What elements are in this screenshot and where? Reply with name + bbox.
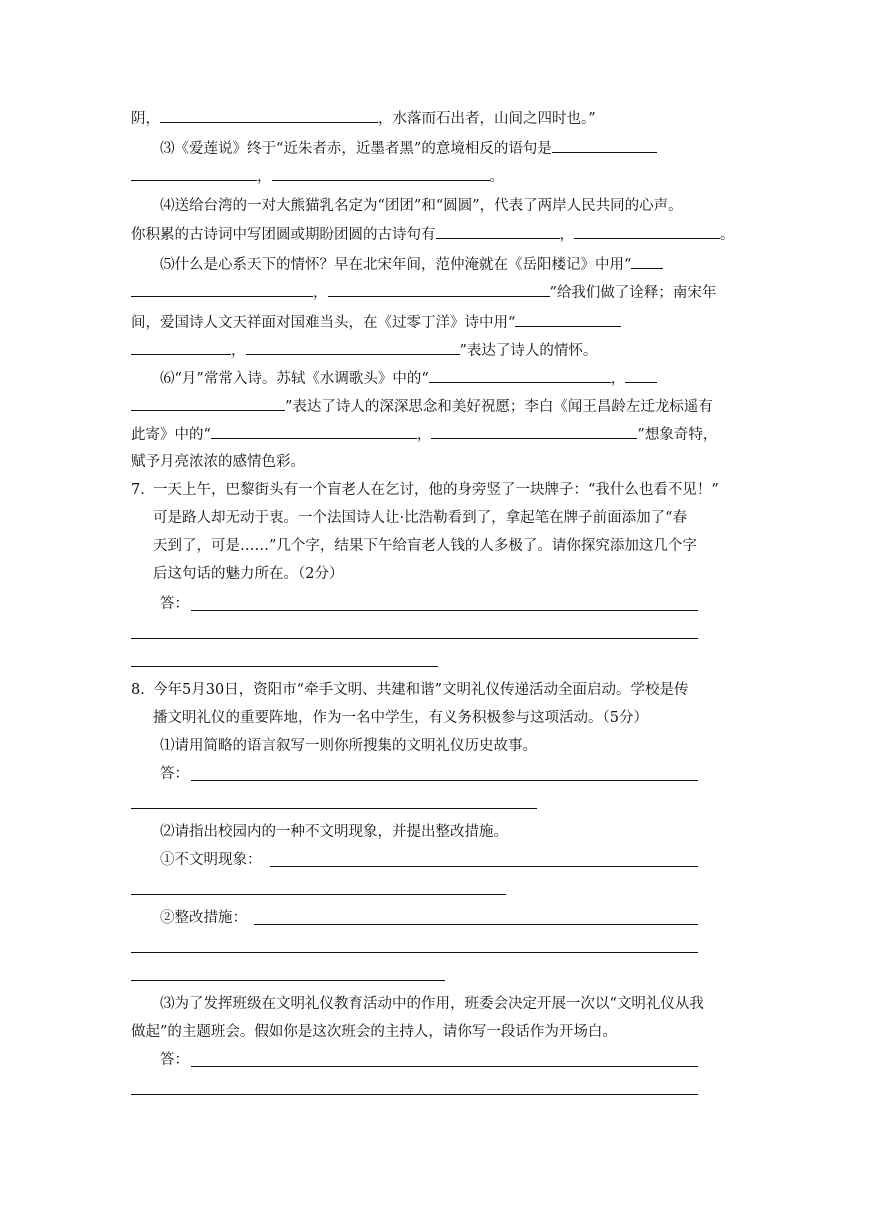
q8-text: 今年5月30日，资阳市“牵手文明、共建和谐”文明礼仪传递活动全面启动。学校是传 xyxy=(153,682,689,698)
q6-p2-text-a: 阴， xyxy=(131,111,160,127)
q8-sub2-text: ⑵请指出校园内的一种不文明现象，并提出整改措施。 xyxy=(160,824,508,840)
q8-sub3-line2 xyxy=(131,1022,617,1042)
answer-line[interactable] xyxy=(131,894,506,895)
q6-p6-line3 xyxy=(131,424,717,445)
answer-line[interactable] xyxy=(270,866,698,867)
q6-p5-text-d: ”表达了诗人的情怀。 xyxy=(459,343,598,359)
fill-blank[interactable] xyxy=(631,254,663,269)
comma: ， xyxy=(231,343,246,359)
q8-sub2-item2 xyxy=(160,908,247,928)
question-number: 8． xyxy=(131,682,155,698)
fill-blank[interactable] xyxy=(436,224,560,239)
item-label: ②整改措施： xyxy=(160,910,247,926)
fill-blank[interactable] xyxy=(552,138,657,153)
fill-blank[interactable] xyxy=(131,282,313,297)
q8-sub3-answer-label xyxy=(160,1050,189,1070)
comma: ， xyxy=(313,285,328,301)
comma: ， xyxy=(610,371,626,387)
fill-blank[interactable] xyxy=(131,340,231,355)
answer-line[interactable] xyxy=(191,780,698,781)
q6-p4-text-b: 你积累的古诗词中写团圆或期盼团圆的古诗句有 xyxy=(131,227,436,243)
q7-line3 xyxy=(153,536,697,556)
answer-line[interactable] xyxy=(191,610,698,611)
q8-sub1-text: ⑴请用简略的语言叙写一则你所搜集的文明礼仪历史故事。 xyxy=(160,738,537,754)
q6-p5-line3 xyxy=(131,312,621,333)
answer-line[interactable] xyxy=(131,666,438,667)
q6-p5-line4 xyxy=(131,340,597,361)
fill-blank[interactable] xyxy=(131,166,257,181)
q8-sub3-text: ⑶为了发挥班级在文明礼仪教育活动中的作用，班委会决定开展一次以“文明礼仪从我 xyxy=(160,996,704,1012)
answer-line[interactable] xyxy=(131,638,698,639)
q7-line4 xyxy=(153,564,343,584)
q7-line2 xyxy=(153,508,687,528)
q8-sub3-text: 做起”的主题班会。假如你是这次班会的主持人，请你写一段话作为开场白。 xyxy=(131,1024,617,1040)
fill-blank[interactable] xyxy=(515,312,621,327)
q6-p6-text: ⑹“月”常常入诗。苏轼《水调歌头》中的“ xyxy=(160,371,429,387)
q8-line2 xyxy=(153,708,648,728)
q6-p3-text: ⑶《爱莲说》终于“近朱者赤，近墨者黑”的意境相反的语句是 xyxy=(160,141,552,157)
fill-blank[interactable] xyxy=(272,166,490,181)
q8-sub2-prompt xyxy=(160,822,508,842)
period: 。 xyxy=(720,227,735,243)
q7-line1 xyxy=(131,480,719,500)
q6-p2-text-b: ，水落而石出者，山间之四时也。” xyxy=(378,111,596,127)
q8-text: 播文明礼仪的重要阵地，作为一名中学生，有义务积极参与这项活动。（5分） xyxy=(153,710,648,726)
q6-p6-line1 xyxy=(160,368,657,389)
q8-sub1-answer-label xyxy=(160,764,189,784)
fill-blank[interactable] xyxy=(211,424,417,439)
comma: ， xyxy=(257,169,272,185)
fill-blank[interactable] xyxy=(328,282,550,297)
question-number: 7． xyxy=(131,482,155,498)
q7-answer-label xyxy=(160,594,189,614)
q6-p6-text-e: 赋予月亮浓浓的感情色彩。 xyxy=(131,454,305,470)
answer-line[interactable] xyxy=(131,808,537,809)
answer-label: 答： xyxy=(160,1052,189,1068)
q6-p5-line1 xyxy=(160,254,663,275)
q7-text: 可是路人却无动于衷。一个法国诗人让·比浩勒看到了，拿起笔在牌子前面添加了“春 xyxy=(153,510,688,526)
q6-p6-line2 xyxy=(131,396,713,417)
q8-sub1-prompt xyxy=(160,736,537,756)
q6-p2-tail xyxy=(131,108,596,129)
q6-p3-line2 xyxy=(131,166,504,187)
q7-text: 一天上午，巴黎街头有一个盲老人在乞讨，他的身旁竖了一块牌子：“我什么也看不见！” xyxy=(153,482,719,498)
q6-p5-text: ⑸什么是心系天下的情怀？早在北宋年间，范仲淹就在《岳阳楼记》中用“ xyxy=(160,257,632,273)
fill-blank[interactable] xyxy=(431,424,637,439)
comma: ， xyxy=(559,227,574,243)
q6-p6-text-d: ”想象奇特， xyxy=(637,427,718,443)
fill-blank[interactable] xyxy=(429,368,611,383)
q6-p5-line2 xyxy=(131,282,716,303)
fill-blank[interactable] xyxy=(246,340,460,355)
fill-blank[interactable] xyxy=(131,396,285,411)
answer-line[interactable] xyxy=(191,1066,698,1067)
q7-text: 后这句话的魅力所在。（2分） xyxy=(153,566,344,582)
answer-line[interactable] xyxy=(254,924,698,925)
q6-p4-line1 xyxy=(160,196,683,216)
fill-blank[interactable] xyxy=(160,108,378,123)
period: 。 xyxy=(489,169,504,185)
q6-p5-text-c: 间，爱国诗人文天祥面对国难当头，在《过零丁洋》诗中用“ xyxy=(131,315,516,331)
answer-line[interactable] xyxy=(131,980,445,981)
q6-p6-text-c: 此寄》中的“ xyxy=(131,427,211,443)
q6-p6-text-b: ”表达了诗人的深深思念和美好祝愿；李白《闻王昌龄左迁龙标遥有 xyxy=(285,399,713,415)
answer-label: 答： xyxy=(160,766,189,782)
q8-sub2-item1 xyxy=(160,850,262,870)
q6-p5-text-b: ”给我们做了诠释；南宋年 xyxy=(549,285,717,301)
q7-text: 天到了，可是……”几个字，结果下午给盲老人钱的人多极了。请你探究添加这几个字 xyxy=(153,538,697,554)
q6-p6-line4 xyxy=(131,452,305,472)
fill-blank[interactable] xyxy=(625,368,657,383)
q6-p4-line2 xyxy=(131,224,735,245)
answer-line[interactable] xyxy=(131,952,698,953)
q8-sub3-line1 xyxy=(160,994,704,1014)
fill-blank[interactable] xyxy=(574,224,720,239)
q6-p4-text: ⑷送给台湾的一对大熊猫乳名定为“团团”和“圆圆”，代表了两岸人民共同的心声。 xyxy=(160,198,683,214)
answer-line[interactable] xyxy=(131,1094,698,1095)
q8-line1 xyxy=(131,680,689,700)
answer-label: 答： xyxy=(160,596,189,612)
comma: ， xyxy=(416,427,432,443)
q6-p3-line1 xyxy=(160,138,657,159)
item-label: ①不文明现象： xyxy=(160,852,262,868)
